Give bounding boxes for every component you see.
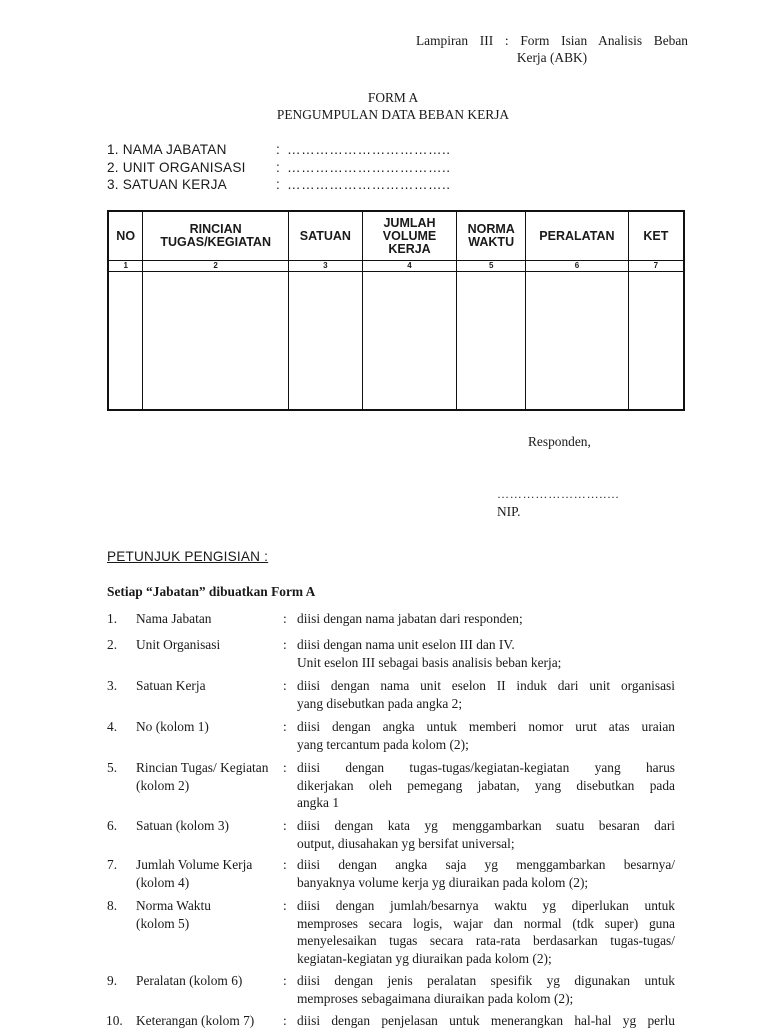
info-label: 2. UNIT ORGANISASI (107, 159, 246, 175)
header-norma-waktu: NORMA WAKTU (457, 211, 526, 261)
item-colon: : (283, 898, 287, 913)
column-number: 2 (143, 261, 289, 272)
desc-line: diisi dengan jenis peralatan spesifik yg digunakan untuk (297, 973, 675, 988)
column-number: 6 (526, 261, 629, 272)
item-description (297, 856, 675, 891)
instructions-intro: Setiap “Jabatan” dibuatkan Form A (107, 584, 316, 599)
item-colon: : (283, 719, 287, 734)
info-label: 3. SATUAN KERJA (107, 177, 227, 192)
desc-line: diisi dengan kata yg menggambarkan suatu besaran dari (297, 818, 675, 833)
item-number: 6. (107, 818, 118, 833)
info-fields (107, 141, 507, 195)
item-description (297, 718, 675, 753)
item-description (297, 610, 675, 628)
responden-label: Responden, (528, 434, 591, 449)
info-colon: : (276, 177, 280, 192)
desc-line: diisi dengan penjelasan untuk menerangkan hal-hal yg perlu (297, 1013, 675, 1028)
info-label: 1. NAMA JABATAN (107, 142, 227, 157)
item-colon: : (283, 973, 287, 988)
item-label: Unit Organisasi (136, 637, 221, 652)
item-colon: : (283, 637, 287, 652)
desc-line: diisi dengan jumlah/besarnya waktu yg diperlukan untuk (297, 898, 675, 913)
info-value: …………………………….. (287, 159, 451, 175)
table-cell[interactable] (628, 272, 684, 411)
desc-line: Unit eselon III sebagai basis analisis beban kerja; (297, 654, 562, 670)
column-number: 5 (457, 261, 526, 272)
desc-line: kegiatan-kegiatan yg diuraikan pada kolom (2); (297, 950, 552, 966)
item-label: Peralatan (kolom 6) (136, 973, 243, 988)
column-number-row (108, 261, 684, 272)
item-number: 2. (107, 637, 118, 652)
lampiran-line-2: Kerja (ABK) (516, 50, 588, 65)
item-description (297, 636, 675, 671)
item-description (297, 972, 675, 1007)
beban-kerja-table (107, 210, 685, 411)
desc-line: menyelesaikan tugas secara rata-rata berdasarkan tugas-tugas/ (297, 933, 675, 948)
table-cell[interactable] (526, 272, 629, 411)
desc-line: diisi dengan nama unit eselon II induk dari unit organisasi (297, 678, 675, 693)
header-no: NO (108, 211, 143, 261)
item-description (297, 1012, 675, 1030)
item-label: Nama Jabatan (136, 611, 212, 626)
info-value: …………………………….. (287, 142, 451, 157)
item-label: Jumlah Volume Kerja (kolom 4) (136, 857, 253, 890)
item-label: Satuan (kolom 3) (136, 818, 229, 833)
table-empty-row (108, 272, 684, 411)
table-header-row (108, 211, 684, 261)
item-label: No (kolom 1) (136, 719, 209, 734)
column-number: 1 (108, 261, 143, 272)
desc-line: angka 1 (297, 795, 340, 810)
item-label: Keterangan (kolom 7) (136, 1013, 255, 1028)
item-number: 9. (107, 973, 118, 988)
desc-line: yang disebutkan pada angka 2; (297, 695, 463, 711)
item-description (297, 897, 675, 967)
desc-line: diisi dengan nama jabatan dari responden; (297, 611, 523, 626)
desc-line: banyaknya volume kerja yg diuraikan pada kolom (2); (297, 874, 589, 890)
desc-line: output, diusahakan yg bersifat universal; (297, 835, 515, 851)
column-number: 4 (362, 261, 457, 272)
item-label: Rincian Tugas/ Kegiatan (kolom 2) (136, 760, 269, 793)
item-number: 1. (107, 611, 118, 626)
header-peralatan: PERALATAN (526, 211, 629, 261)
item-colon: : (283, 611, 287, 626)
item-label: Norma Waktu (kolom 5) (136, 898, 211, 931)
item-colon: : (283, 818, 287, 833)
info-colon: : (276, 142, 280, 157)
desc-line: yang tercantum pada kolom (2); (297, 736, 469, 752)
item-number: 4. (107, 719, 118, 734)
item-number: 10. (106, 1013, 123, 1028)
table-cell[interactable] (143, 272, 289, 411)
header-satuan: SATUAN (288, 211, 362, 261)
table-cell[interactable] (288, 272, 362, 411)
nip-label: NIP. (497, 504, 521, 519)
item-colon: : (283, 760, 287, 775)
table-cell[interactable] (362, 272, 457, 411)
lampiran-line-1: Lampiran III : Form Isian Analisis Beban (416, 33, 688, 48)
item-label: Satuan Kerja (136, 678, 206, 693)
signature-line: ……………………..… (497, 487, 620, 501)
desc-line: memproses secara logis, wajar dan normal (tdk super) guna (297, 915, 675, 931)
header-jumlah-volume: JUMLAH VOLUME KERJA (362, 211, 457, 261)
column-number: 3 (288, 261, 362, 272)
desc-line: diisi dengan tugas-tugas/kegiatan-kegiatan yang harus (297, 760, 675, 775)
item-number: 5. (107, 760, 118, 775)
item-colon: : (283, 1013, 287, 1028)
form-subtitle: PENGUMPULAN DATA BEBAN KERJA (276, 107, 510, 122)
item-colon: : (283, 857, 287, 872)
item-description (297, 817, 675, 852)
item-description (297, 677, 675, 712)
info-colon: : (276, 159, 280, 175)
item-number: 7. (107, 857, 118, 872)
desc-line: dikerjakan oleh pemegang jabatan, yang disebutkan pada (297, 777, 675, 793)
header-ket: KET (628, 211, 684, 261)
desc-line: diisi dengan nama unit eselon III dan IV. (297, 637, 515, 652)
table-cell[interactable] (457, 272, 526, 411)
desc-line: diisi dengan angka saja yg menggambarkan besarnya/ (297, 857, 675, 872)
instructions-title: PETUNJUK PENGISIAN : (107, 549, 269, 564)
table-cell[interactable] (108, 272, 143, 411)
desc-line: diisi dengan angka untuk memberi nomor urut atas uraian (297, 719, 675, 734)
item-number: 8. (107, 898, 118, 913)
item-number: 3. (107, 678, 118, 693)
item-description (297, 759, 675, 812)
header-rincian: RINCIAN TUGAS/KEGIATAN (143, 211, 289, 261)
column-number: 7 (628, 261, 684, 272)
info-value: …………………………….. (287, 177, 451, 192)
desc-line: memproses sebagaimana diuraikan pada kolom (2); (297, 990, 574, 1006)
item-colon: : (283, 678, 287, 693)
form-title: FORM A (367, 90, 419, 105)
